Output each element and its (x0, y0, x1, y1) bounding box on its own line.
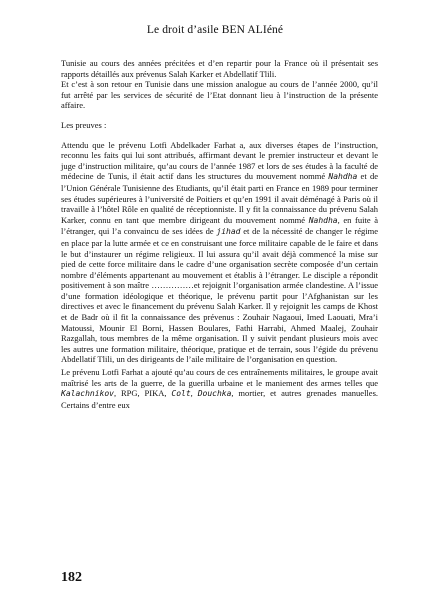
text-run: , RPG, PIKA, (113, 388, 172, 399)
emphasis-text: Douchka (197, 389, 232, 399)
paragraph: Et c’est à son retour en Tunisie dans une mission analogue au cours de l’année 2000, qu’il fut arrêté par les services de sécurité de l’Etat donnant lieu à l’instruction de la présente affaire. (61, 79, 378, 111)
running-title: Le droit d’asile BEN ALIéné (146, 24, 284, 36)
emphasis-text: Kalachnikov (61, 389, 114, 399)
text-run: et de l’Union Générale Tunisienne des Etudiants, qu’il était parti en France en 1989 pour terminer ses études supérieures à l’université de Poitiers et qu’en 1991 il avait déménagé à Paris où il travaille à l’hôtel Rôle en qualité de réceptionniste. Il y fit la connaissance du prévenu Salah Karker, connu en tant que membre dirigeant du mouvement nommé (61, 171, 378, 225)
text-run: Le prévenu Lotfi Farhat a ajouté qu’au cours de ces entraînements militaires, le groupe avait maîtrisé les arts de la guerre, de la guerilla urbaine et le maniement des armes telles que (61, 367, 378, 388)
text-run: Attendu que le prévenu Lotfi Abdelkader Farhat a, aux diverses étapes de l’instruction, reconnu les faits qui lui sont attribués, affirmant devant le premier instructeur et devant le juge d’instruction militaire, qu’au cours de l’année 1987 et lors de ses études à la faculté de médecine de Tunis, il était actif dans les structures du mouvement nommé (61, 139, 378, 182)
text-run: , en fuite à l’étranger, qui l’a convaincu de ses idées de (61, 214, 378, 237)
emphasis-text: jihad (216, 227, 241, 237)
page-number: 182 (61, 570, 82, 585)
text-run: , (190, 388, 198, 399)
paragraph: Tunisie au cours des années précitées et d’en repartir pour la France où il présentait ses rapports détaillés aux prévenus Salah Karker et Abdellatif Tlili. (61, 58, 378, 79)
text-run: et de la nécessité de changer le régime en place par la lutte armée et ce en construisant une force militaire capable de le faire et dans le but d’instaurer un régime religieux. Il lui assura qu’il avait déjà commencé la mise sur pied de cette force militaire dans le cadre d’une organisation secrète composée d’un certain nombre d’éléments appartenant au mouvement et établis à l’étranger. Le disciple a répondit positivement à son maître ……………et rejoignit l’organisation armée clandestine. A l’issue d’une formation idéologique et théorique, le prévenu partit pour l’Afghanistan sur les directives et avec le financement du prévenu Salah Karker. Il y rejoignit les camps de Khost et de Badr où il fit la connaissance des prévenus : Zouhair Nagaoui, Imed Laouati, Mra’i Matoussi, Mounir El Borni, Hassen Boulares, Fathi Harrabi, Ahmed Maalej, Zouhair Razgallah, tous membres de la même organisation. Il y suivit pendant plusieurs mois avec les autres une formation militaire, théorique, pratique et de terrain, sous l’égide du prévenu Abdellatif Tlili, un des dirigeants de l’aile militaire de l’organisation en question. (61, 226, 378, 365)
section-heading: Les preuves : (61, 119, 107, 130)
emphasis-text: Nahdha (308, 215, 338, 225)
emphasis-text: Nahdha (328, 172, 358, 182)
paragraph (61, 140, 378, 365)
emphasis-text: Colt (171, 389, 191, 399)
text-run: , mortier, et autres grenades manuelles. Certains d’entre eux (61, 388, 379, 410)
paragraph (61, 367, 378, 410)
body-text (61, 58, 378, 410)
